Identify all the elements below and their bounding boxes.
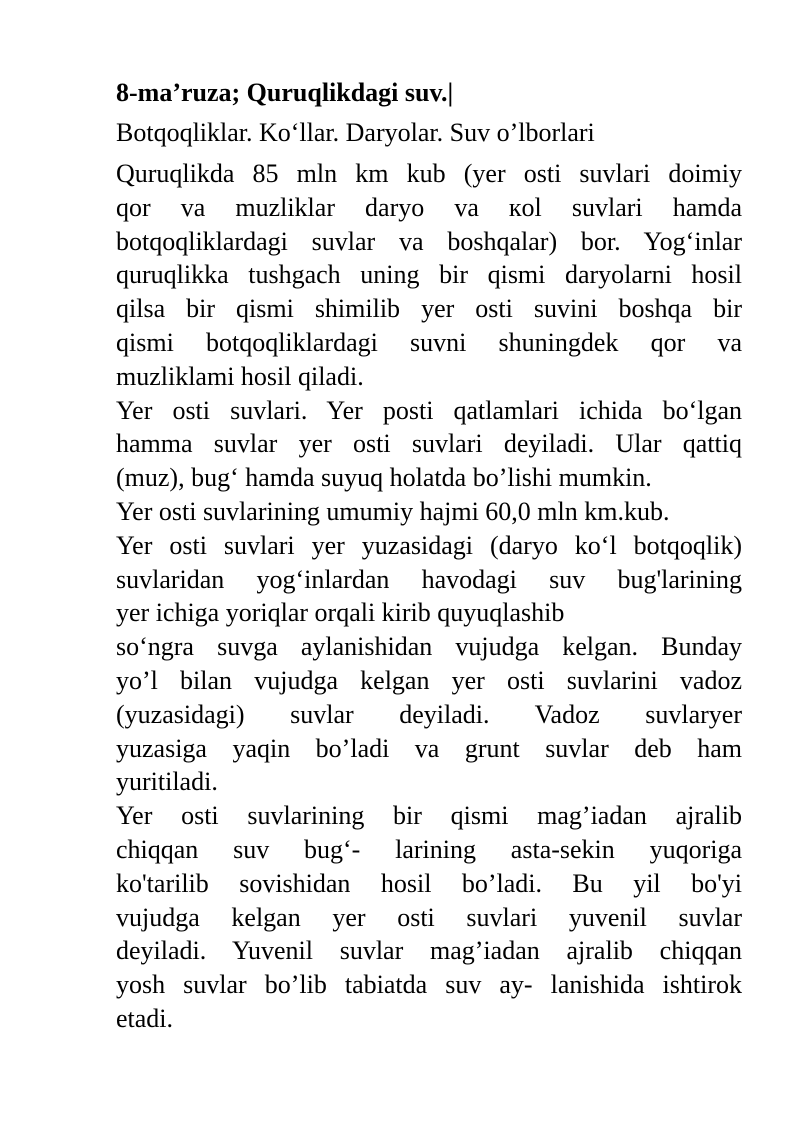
text-line: chiqqan suv bug‘- larining asta-sekin yuqoriga bbox=[116, 834, 742, 864]
text-line: etadi. bbox=[116, 1003, 174, 1033]
text-line: qismi botqoqliklardagi suvni shuningdek qor va bbox=[116, 327, 742, 357]
text-line: quruqlikka tushgach uning bir qismi daryolarni hosil bbox=[116, 260, 742, 290]
document-page bbox=[116, 76, 742, 1036]
text-line: Yer osti suvlarining umumiy hajmi 60,0 mln km.kub. bbox=[116, 496, 670, 526]
text-line: vujudga kelgan yer osti suvlari yuvenil suvlar bbox=[116, 902, 742, 932]
text-line: deyiladi. Yuvenil suvlar mag’iadan ajralib chiqqan bbox=[116, 936, 742, 966]
body-paragraph bbox=[116, 799, 742, 1036]
document-title: 8-ma’ruza; Quruqlikdagi suv.| bbox=[116, 78, 454, 107]
text-line: yo’l bilan vujudga kelgan yer osti suvlarini vadoz bbox=[116, 665, 742, 695]
text-line: yosh suvlar bo’lib tabiatda suv ay- lanishida ishtirok bbox=[116, 970, 742, 1000]
text-line: qilsa bir qismi shimilib yer osti suvini boshqa bir bbox=[116, 294, 742, 324]
text-line: yuzasiga yaqin bo’ladi va grunt suvlar deb ham bbox=[116, 733, 742, 763]
text-line: botqoqliklardagi suvlar va boshqalar) bor. Yog‘inlar bbox=[116, 226, 742, 256]
text-line: ko'tarilib sovishidan hosil bo’ladi. Bu yil bo'yi bbox=[116, 868, 742, 898]
document-subtitle: Botqoqliklar. Ko‘llar. Daryolar. Suv o’lborlari bbox=[116, 118, 595, 147]
text-line: (yuzasidagi) suvlar deyiladi. Vadoz suvlaryer bbox=[116, 699, 742, 729]
document-body bbox=[116, 157, 742, 1036]
text-line: Quruqlikda 85 mln km kub (yer osti suvlari doimiy bbox=[116, 159, 742, 188]
text-line: qor va muzliklar daryo va кol suvlari hamda bbox=[116, 192, 742, 222]
text-line: yuritiladi. bbox=[116, 767, 218, 797]
body-paragraph bbox=[116, 495, 742, 529]
text-line: Yer osti suvlari yer yuzasidagi (daryo ko‘l botqoqlik) bbox=[116, 530, 742, 560]
text-line: Yer osti suvlari. Yer posti qatlamlari ichida bo‘lgan bbox=[116, 395, 742, 425]
body-paragraph bbox=[116, 157, 742, 394]
text-line: suvlaridan yog‘inlardan havodagi suv bug'larining bbox=[116, 564, 742, 594]
body-paragraph bbox=[116, 630, 742, 799]
text-line: Yer osti suvlarining bir qismi mag’iadan ajralib bbox=[116, 801, 742, 831]
text-line: hamma suvlar yer osti suvlari deyiladi. Ular qattiq bbox=[116, 429, 742, 459]
text-line: so‘ngra suvga aylanishidan vujudga kelgan. Bunday bbox=[116, 632, 742, 662]
text-line: (muz), bug‘ hamda suyuq holatda bo’lishi mumkin. bbox=[116, 463, 652, 493]
text-line: muzliklami hosil qiladi. bbox=[116, 361, 364, 391]
text-line: yer ichiga yoriqlar orqali kirib quyuqlashib bbox=[116, 598, 565, 628]
body-paragraph bbox=[116, 529, 742, 630]
body-paragraph bbox=[116, 394, 742, 495]
